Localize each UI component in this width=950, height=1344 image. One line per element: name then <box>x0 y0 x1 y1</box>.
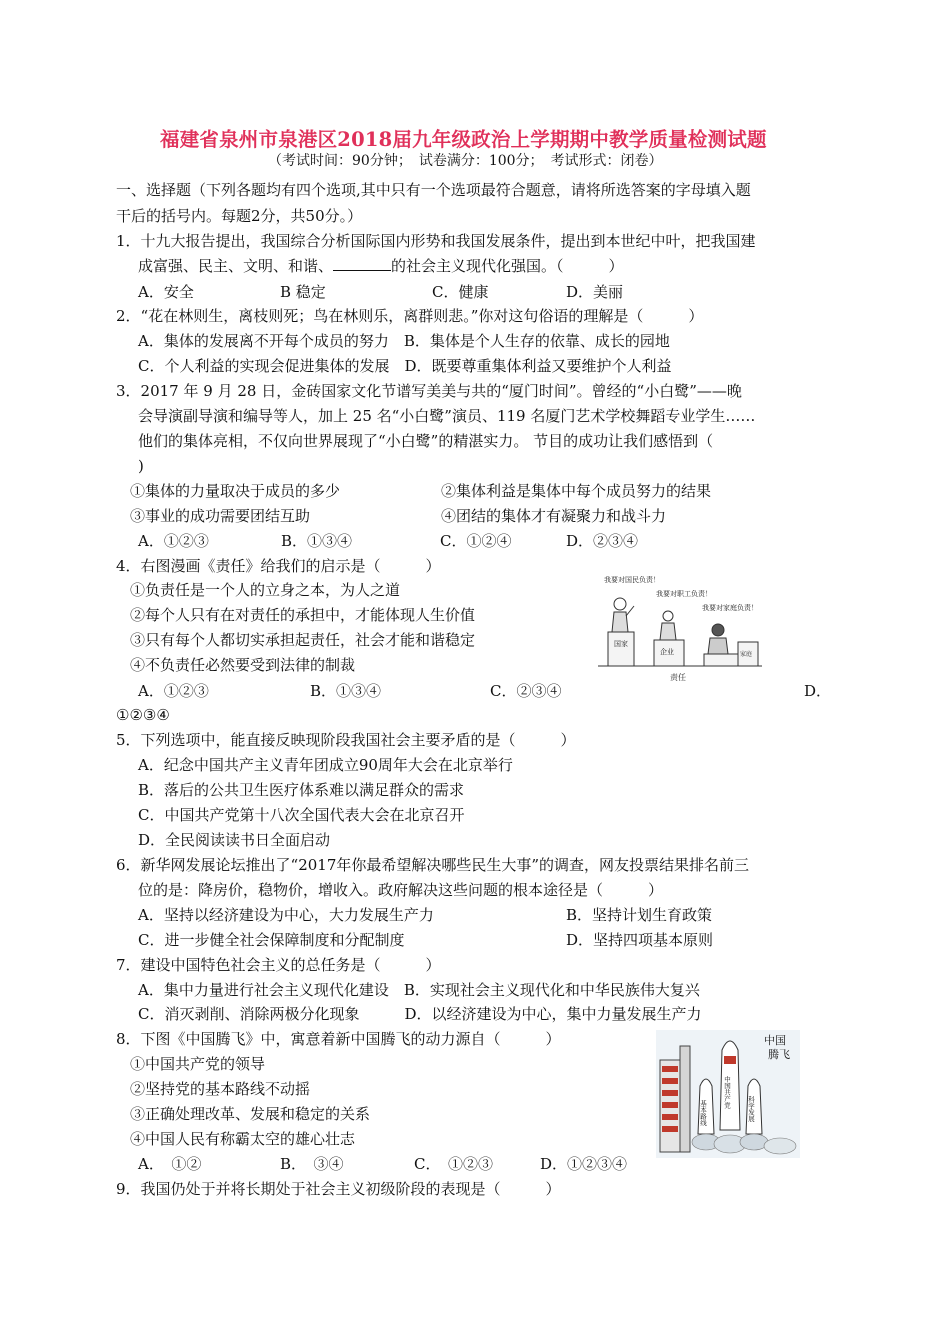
q8-statement-3: ③正确处理改革、发展和稳定的关系 <box>130 1105 371 1123</box>
q4-statement-3: ③只有每个人都切实承担起责任，社会才能和谐稳定 <box>130 631 476 649</box>
q6-stem-line1: 6．新华网发展论坛推出了“2017年你最希望解决哪些民生大事”的调查，网友投票结果排名前三 <box>116 856 750 874</box>
cartoon-bubble-nation: 我要对国民负责！ <box>604 576 660 584</box>
q4-statement-1: ①负责任是一个人的立身之本，为人之道 <box>130 581 401 599</box>
exam-subtitle: （考试时间：90分钟； 试卷满分：100分； 考试形式：闭卷） <box>268 153 663 169</box>
q1-option-c: C．健康 <box>432 283 489 301</box>
cartoon-label-nation: 国家 <box>614 640 628 648</box>
q5-option-a: A．纪念中国共产主义青年团成立90周年大会在北京举行 <box>138 756 513 774</box>
q3-statement-1: ①集体的力量取决于成员的多少 <box>130 482 341 500</box>
q4-option-d: D． <box>804 682 832 700</box>
q4-option-c: C．②③④ <box>490 682 562 700</box>
q1-option-b: B 稳定 <box>280 283 326 301</box>
q7-stem: 7．建设中国特色社会主义的总任务是（ ） <box>116 956 441 974</box>
q8-statement-2: ②坚持党的基本路线不动摇 <box>130 1080 311 1098</box>
q6-option-d: D．坚持四项基本原则 <box>566 931 714 949</box>
cartoon-label-enterprise: 企业 <box>660 648 674 656</box>
q8-statement-4: ④中国人民有称霸太空的雄心壮志 <box>130 1130 356 1148</box>
exam-title: 福建省泉州市泉港区2018届九年级政治上学期期中教学质量检测试题 <box>160 128 767 151</box>
q3-stem-line1: 3．2017 年 9 月 28 日，金砖国家文化节谱写美美与共的“厦门时间”。曾经的“小白鹭”——晚 <box>116 382 742 400</box>
responsibility-cartoon <box>590 570 770 684</box>
q6-option-b: B．坚持计划生育政策 <box>566 906 713 924</box>
q3-stem-line4: ) <box>138 457 144 475</box>
cartoon-bubble-enterprise: 我要对职工负责！ <box>656 590 712 598</box>
q4-option-d-continued: ①②③④ <box>116 706 170 724</box>
cartoon-bubble-family: 我要对家庭负责！ <box>702 604 758 612</box>
q8-option-d: D．①②③④ <box>540 1155 628 1173</box>
q1-option-d: D．美丽 <box>566 283 624 301</box>
q3-option-a: A．①②③ <box>138 532 209 550</box>
q5-option-b: B．落后的公共卫生医疗体系难以满足群众的需求 <box>138 781 465 799</box>
q8-option-c: C． ①②③ <box>414 1155 493 1173</box>
q4-statement-2: ②每个人只有在对责任的承担中，才能体现人生价值 <box>130 606 476 624</box>
q6-stem-line2: 位的是：降房价，稳物价，增收入。政府解决这些问题的根本途径是（ ） <box>138 881 664 899</box>
q3-statement-3: ③事业的成功需要团结互助 <box>130 507 311 525</box>
rocket-label-scientific-development: 科学发展 <box>747 1096 755 1122</box>
q4-stem: 4．右图漫画《责任》给我们的启示是（ ） <box>116 557 441 575</box>
q8-stem: 8．下图《中国腾飞》中，寓意着新中国腾飞的动力源自（ ） <box>116 1030 561 1048</box>
q7-options-line2: C．消灭剥削、消除两极分化现象 D．以经济建设为中心，集中力量发展生产力 <box>138 1005 702 1023</box>
q8-option-b: B． ③④ <box>280 1155 344 1173</box>
q1-answer-blank <box>333 256 391 271</box>
q1-stem-part2: 的社会主义现代化强国。（ ） <box>391 257 624 275</box>
q4-option-b: B．①③④ <box>310 682 382 700</box>
q6-option-c: C．进一步健全社会保障制度和分配制度 <box>138 931 405 949</box>
q5-stem: 5．下列选项中，能直接反映现阶段我国社会主要矛盾的是（ ） <box>116 731 576 749</box>
q5-option-c: C．中国共产党第十八次全国代表大会在北京召开 <box>138 806 465 824</box>
section-instructions-line2: 干后的括号内。每题2分，共50分。） <box>116 207 363 225</box>
q3-stem-line3: 他们的集体亮相，不仅向世界展现了“小白鹭”的精湛实力。 节目的成功让我们感悟到（ <box>138 432 714 450</box>
q2-stem: 2．“花在林则生，离枝则死；鸟在林则乐，离群则悲。”你对这句俗语的理解是（ ） <box>116 307 704 325</box>
rocket-label-communist-party: 中国共产党 <box>723 1076 731 1109</box>
q3-option-d: D．②③④ <box>566 532 639 550</box>
q8-statement-1: ①中国共产党的领导 <box>130 1055 266 1073</box>
cartoon-title-line1: 中国 <box>764 1034 786 1047</box>
q5-option-d: D．全民阅读读书日全面启动 <box>138 831 331 849</box>
q3-option-c: C．①②④ <box>440 532 512 550</box>
cartoon-title-line2: 腾飞 <box>768 1048 790 1061</box>
q3-option-b: B．①③④ <box>281 532 353 550</box>
q1-option-a: A．安全 <box>138 283 194 301</box>
q2-options-line1: A．集体的发展离不开每个成员的努力 B．集体是个人生存的依靠、成长的园地 <box>138 332 670 350</box>
section-instructions-line1: 一、选择题（下列各题均有四个选项,其中只有一个选项最符合题意，请将所选答案的字母填入题 <box>116 181 751 199</box>
q9-stem: 9．我国仍处于并将长期处于社会主义初级阶段的表现是（ ） <box>116 1180 561 1198</box>
q3-stem-line2: 会导演副导演和编导等人，加上 25 名“小白鹭”演员、119 名厦门艺术学校舞蹈专业学生…… <box>138 407 756 425</box>
cartoon-caption-responsibility: 责任 <box>670 673 686 682</box>
q1-stem-part1: 成富强、民主、文明、和谐、 <box>138 257 334 275</box>
china-rising-cartoon <box>656 1030 800 1158</box>
q7-options-line1: A．集中力量进行社会主义现代化建设 B．实现社会主义现代化和中华民族伟大复兴 <box>138 981 700 999</box>
cartoon-label-family: 家庭 <box>740 651 753 658</box>
rocket-label-basic-line: 基本路线 <box>699 1100 707 1126</box>
q1-stem-line2 <box>138 256 624 276</box>
q3-statement-2: ②集体利益是集体中每个成员努力的结果 <box>441 482 712 500</box>
q8-option-a: A． ①② <box>138 1155 202 1173</box>
q6-option-a: A．坚持以经济建设为中心，大力发展生产力 <box>138 906 434 924</box>
q4-statement-4: ④不负责任必然要受到法律的制裁 <box>130 656 356 674</box>
q1-stem-line1: 1．十九大报告提出，我国综合分析国际国内形势和我国发展条件，提出到本世纪中叶，把我国建 <box>116 232 756 250</box>
q2-options-line2: C．个人利益的实现会促进集体的发展 D．既要尊重集体利益又要维护个人利益 <box>138 357 672 375</box>
q4-option-a: A．①②③ <box>138 682 209 700</box>
q3-statement-4: ④团结的集体才有凝聚力和战斗力 <box>441 507 667 525</box>
